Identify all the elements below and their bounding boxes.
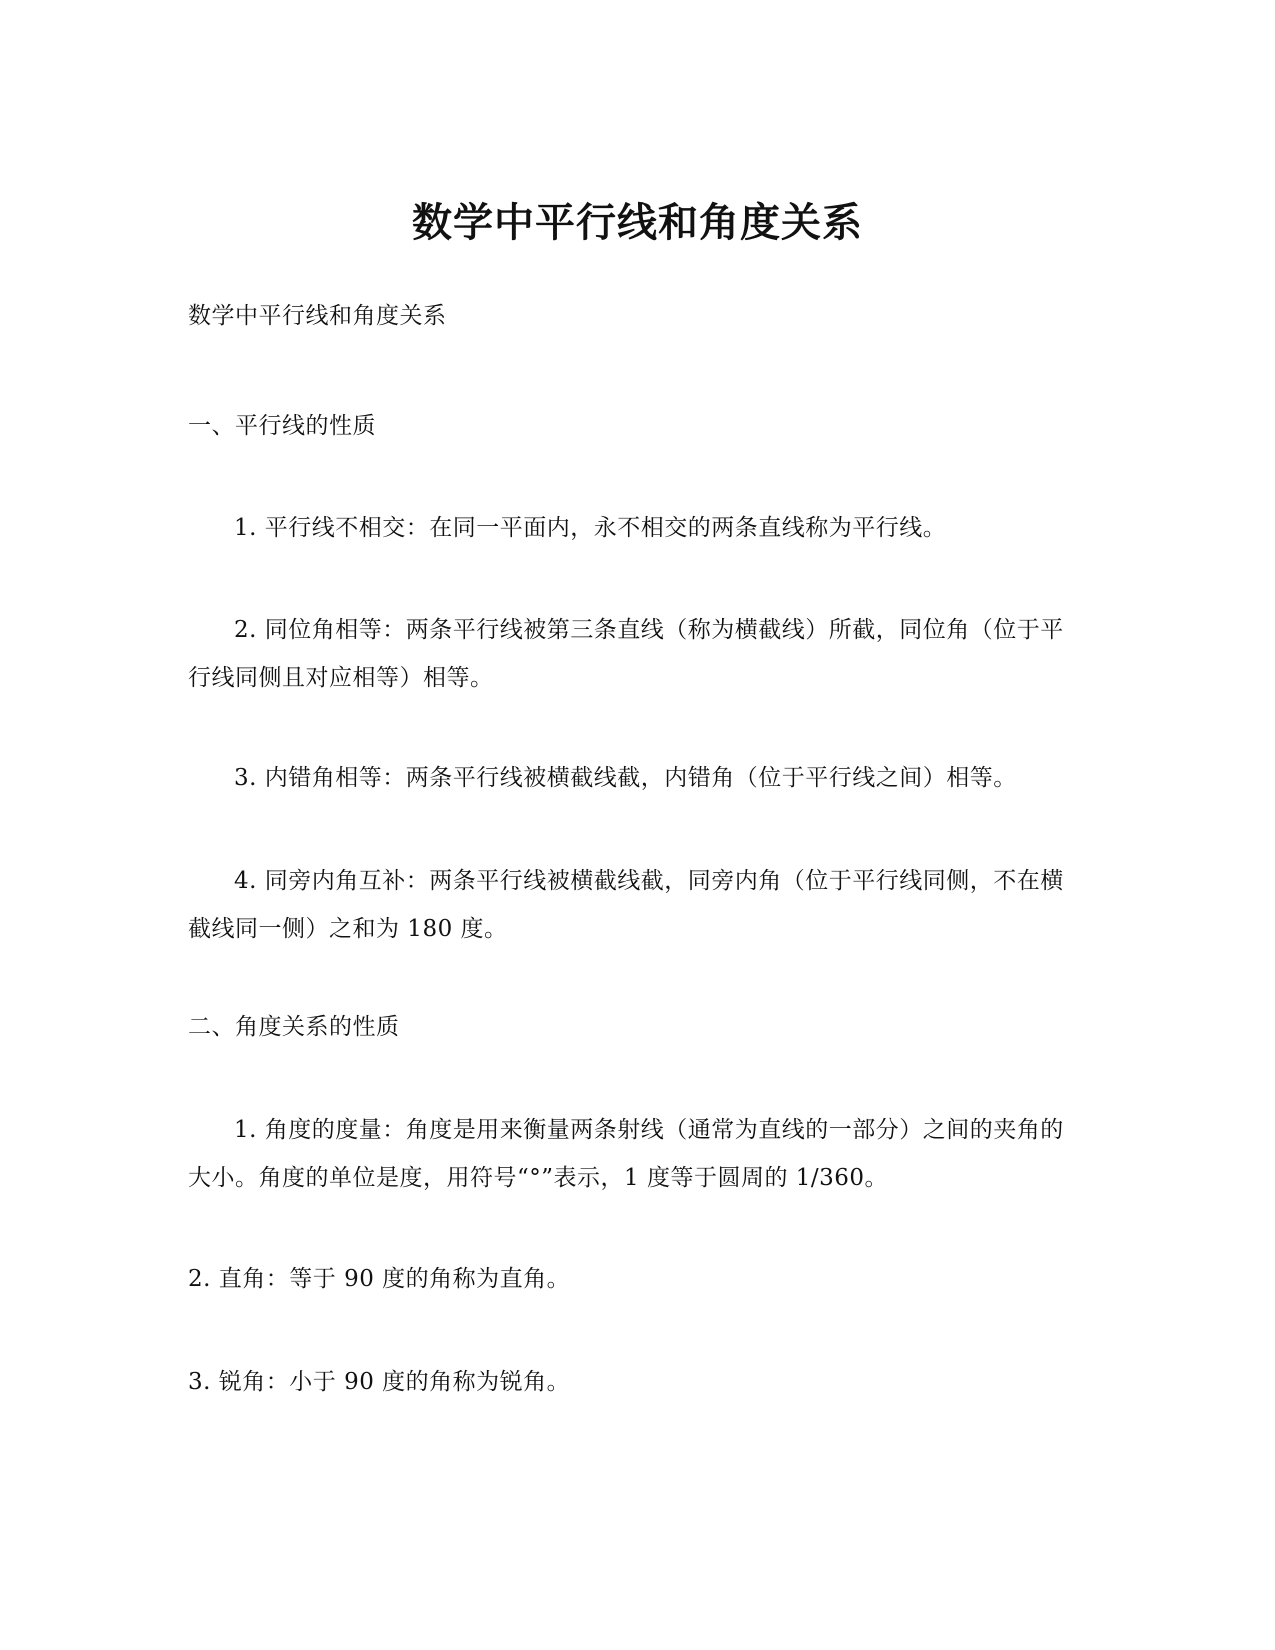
angle-item-1: 1. 角度的度量：角度是用来衡量两条射线（通常为直线的一部分）之间的夹角的大小。角度的单位是度，用符号“°”表示，1 度等于圆周的 1/360。: [188, 1117, 1064, 1191]
document-title: 数学中平行线和角度关系: [412, 199, 863, 246]
angle-item-3: 3. 锐角：小于 90 度的角称为锐角。: [188, 1369, 571, 1395]
section-heading-parallel-lines: 一、平行线的性质: [188, 413, 376, 439]
parallel-item-4: 4. 同旁内角互补：两条平行线被横截线截，同旁内角（位于平行线同侧，不在横截线同一侧）之和为 180 度。: [188, 868, 1064, 942]
parallel-item-1: 1. 平行线不相交：在同一平面内，永不相交的两条直线称为平行线。: [234, 515, 947, 541]
section-heading-angle-relations: 二、角度关系的性质: [188, 1014, 400, 1040]
angle-item-2: 2. 直角：等于 90 度的角称为直角。: [188, 1266, 571, 1292]
document-subtitle: 数学中平行线和角度关系: [188, 303, 447, 329]
parallel-item-2: 2. 同位角相等：两条平行线被第三条直线（称为横截线）所截，同位角（位于平行线同侧且对应相等）相等。: [188, 617, 1064, 691]
parallel-item-3: 3. 内错角相等：两条平行线被横截线截，内错角（位于平行线之间）相等。: [234, 765, 1017, 791]
